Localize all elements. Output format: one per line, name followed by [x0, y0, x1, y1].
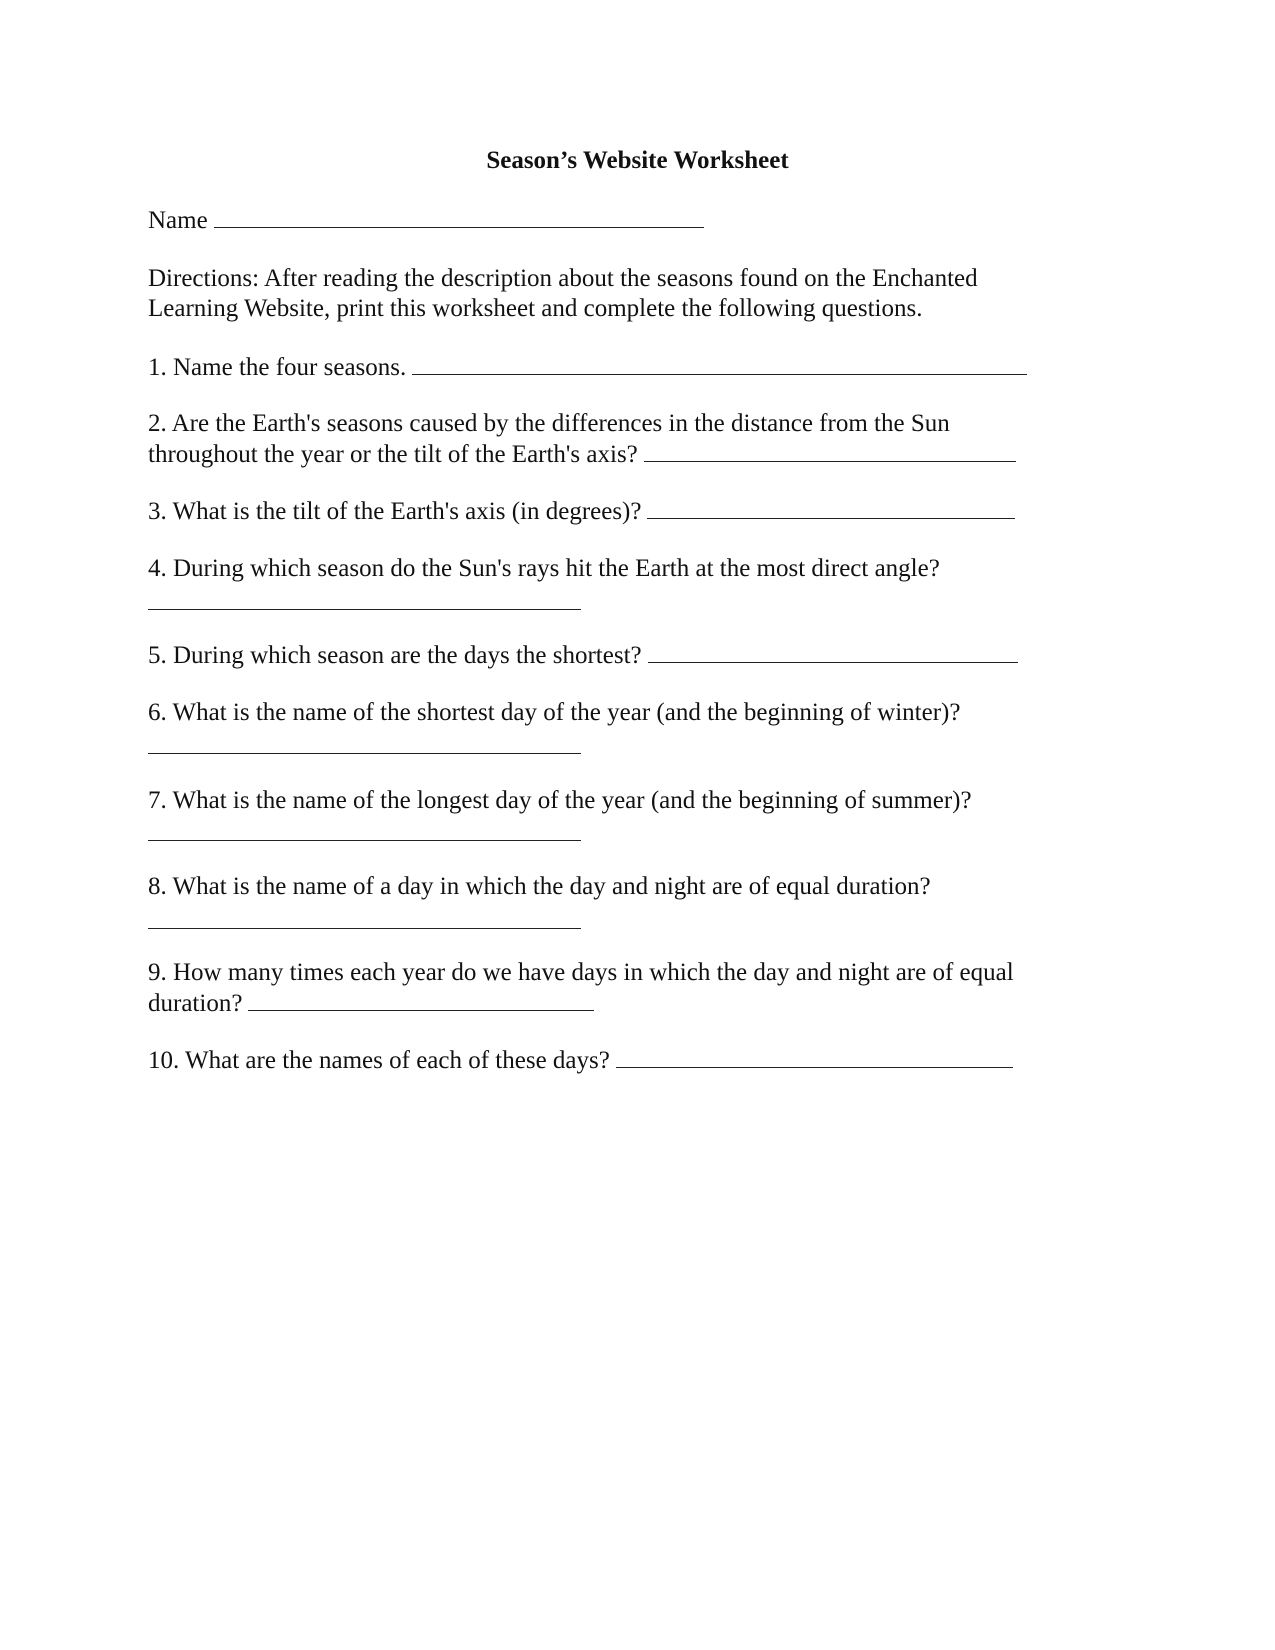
directions-line-2: Learning Website, print this worksheet and complete the following questions.	[148, 295, 923, 322]
question-5	[148, 640, 1018, 671]
question-9-line-1: 9. How many times each year do we have days in which the day and night are of equal	[148, 959, 1014, 986]
question-3-text: 3. What is the tilt of the Earth's axis (in degrees)?	[148, 498, 642, 525]
answer-7-field[interactable]	[148, 840, 581, 841]
question-2-text: throughout the year or the tilt of the Earth's axis?	[148, 441, 638, 468]
question-3	[148, 496, 1015, 527]
answer-6-field[interactable]	[148, 753, 581, 754]
question-9-line-2	[148, 988, 594, 1019]
question-10	[148, 1045, 1013, 1076]
question-8: 8. What is the name of a day in which the day and night are of equal duration?	[148, 873, 931, 900]
question-5-text: 5. During which season are the days the shortest?	[148, 642, 642, 669]
question-2-line-1: 2. Are the Earth's seasons caused by the differences in the distance from the Sun	[148, 410, 950, 437]
question-7: 7. What is the name of the longest day of the year (and the beginning of summer)?	[148, 787, 972, 814]
answer-1-field[interactable]	[412, 352, 1027, 375]
question-10-text: 10. What are the names of each of these days?	[148, 1047, 610, 1074]
answer-5-field[interactable]	[648, 640, 1018, 663]
name-field[interactable]	[214, 205, 704, 228]
answer-8-field[interactable]	[148, 928, 581, 929]
answer-2-field[interactable]	[644, 439, 1016, 462]
directions-line-1: Directions: After reading the description about the seasons found on the Enchanted	[148, 265, 978, 292]
name-label: Name	[148, 207, 208, 234]
name-row	[148, 205, 704, 236]
question-1	[148, 352, 1027, 383]
question-1-text: 1. Name the four seasons.	[148, 354, 407, 381]
question-6: 6. What is the name of the shortest day of the year (and the beginning of winter)?	[148, 699, 961, 726]
answer-4-field[interactable]	[148, 609, 581, 610]
worksheet-title: Season’s Website Worksheet	[486, 147, 789, 174]
question-9-text: duration?	[148, 990, 243, 1017]
question-2-line-2	[148, 439, 1016, 470]
answer-9-field[interactable]	[248, 988, 594, 1011]
answer-10-field[interactable]	[616, 1045, 1013, 1068]
question-4: 4. During which season do the Sun's rays hit the Earth at the most direct angle?	[148, 555, 940, 582]
answer-3-field[interactable]	[647, 496, 1015, 519]
